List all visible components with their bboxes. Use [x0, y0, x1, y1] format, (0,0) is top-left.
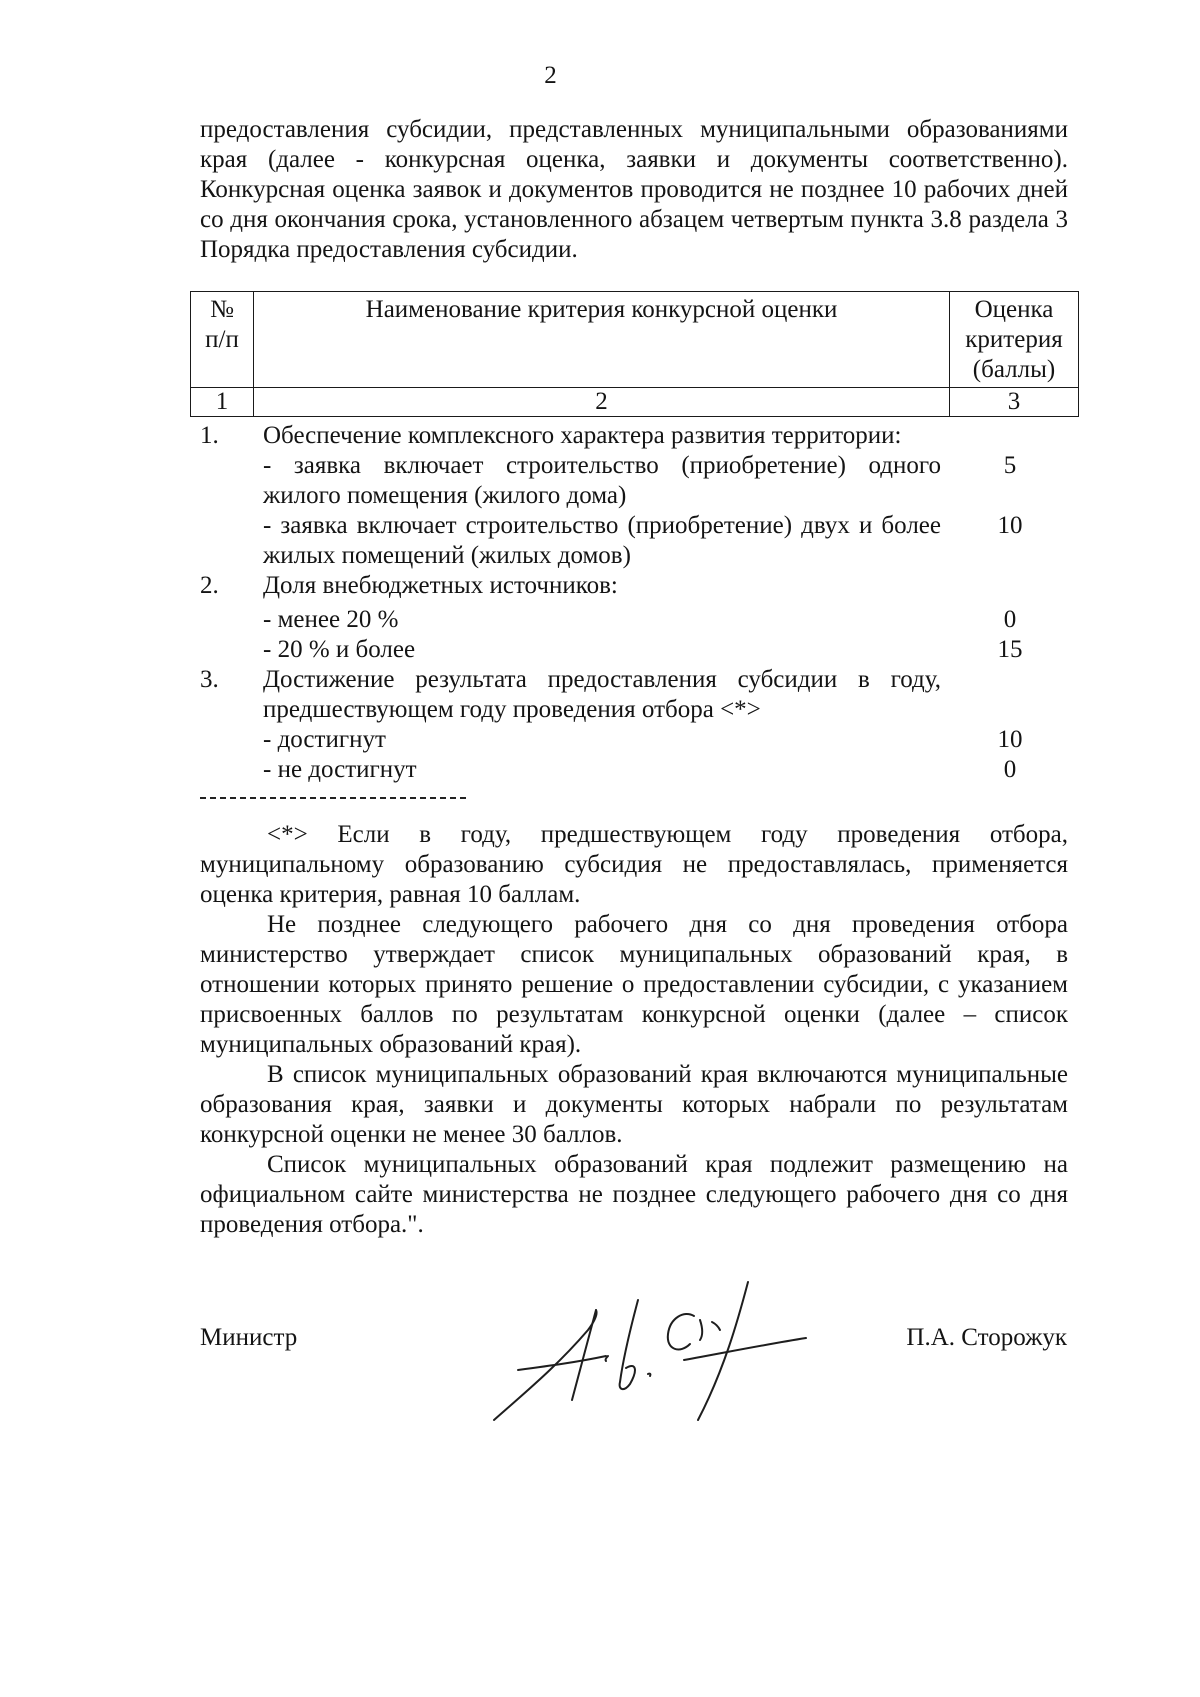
- criterion-option-row: [190, 755, 1079, 785]
- criterion-option-score: 0: [1003, 756, 1017, 783]
- handwritten-signature: [488, 1270, 818, 1430]
- criterion-option-text: - заявка включает строительство (приобретение) одного жилого помещения (жилого дома): [263, 452, 941, 509]
- criterion-option-row: [190, 605, 1079, 635]
- paragraph-inclusion: В список муниципальных образований края включаются муниципальные образования края, заявки и документы которых набрали по результатам конкурсной оценки не менее 30 баллов.: [200, 1061, 1068, 1148]
- criterion-option-text: - достигнут: [263, 726, 386, 753]
- header-score-line1: Оценка: [974, 296, 1054, 323]
- header-criterion-name: Наименование критерия конкурсной оценки: [254, 292, 950, 388]
- column-number-1: 1: [191, 388, 254, 417]
- paragraph-publication: Список муниципальных образований края подлежит размещению на официальном сайте министерства не позднее следующего рабочего дня со дня проведения отбора.".: [200, 1151, 1068, 1238]
- criterion-title: Обеспечение комплексного характера развития территории:: [263, 422, 902, 449]
- signatory-title: Министр: [200, 1324, 298, 1351]
- footnote-text: <*> Если в году, предшествующем году проведения отбора, муниципальному образованию субсидия не предоставлялась, применяется оценка критерия, равная 10 баллам.: [200, 821, 1068, 908]
- criterion-option-score: 0: [1003, 606, 1017, 633]
- paragraph-approval: Не позднее следующего рабочего дня со дня проведения отбора министерство утверждает список муниципальных образований края, в отношении которых принято решение о предоставлении субсидии, с указанием присвоенных баллов по результатам конкурсной оценки (далее – список муниципальных образований края).: [200, 911, 1068, 1058]
- criterion-option-text: - менее 20 %: [263, 606, 399, 633]
- criteria-table: [190, 291, 1079, 417]
- signatory-name: П.А. Сторожук: [906, 1324, 1067, 1351]
- criterion-row: [190, 421, 1079, 451]
- header-score-line3: (баллы): [972, 356, 1056, 383]
- criterion-option-row: [190, 511, 1079, 571]
- criterion-option-score: 10: [997, 726, 1023, 753]
- header-score-line2: критерия: [965, 326, 1063, 353]
- header-number-line1: №: [210, 296, 234, 323]
- criterion-row: [190, 571, 1079, 601]
- criterion-option-text: - 20 % и более: [263, 636, 416, 663]
- criterion-option-score: 15: [997, 636, 1023, 663]
- criterion-row: [190, 665, 1079, 725]
- criterion-option-score: 5: [1003, 452, 1017, 479]
- criterion-number: 3.: [200, 666, 219, 693]
- criterion-title: Достижение результата предоставления субсидии в году, предшествующем году проведения отбора <*>: [263, 666, 941, 723]
- column-number-3: 3: [950, 388, 1079, 417]
- header-number: [191, 292, 254, 388]
- criterion-option-text: - не достигнут: [263, 756, 417, 783]
- criterion-title: Доля внебюджетных источников:: [263, 572, 618, 599]
- column-number-row: [191, 388, 1079, 417]
- criterion-option-row: [190, 635, 1079, 665]
- column-number-2: 2: [254, 388, 950, 417]
- criterion-number: 1.: [200, 422, 219, 449]
- footnote-separator: [200, 797, 466, 799]
- page-number: 2: [544, 62, 557, 89]
- criterion-option-row: [190, 451, 1079, 511]
- criterion-option-text: - заявка включает строительство (приобретение) двух и более жилых помещений (жилых домов): [263, 512, 941, 569]
- header-score: [950, 292, 1079, 388]
- table-header-row: [191, 292, 1079, 388]
- criterion-option-score: 10: [997, 512, 1023, 539]
- header-number-line2: п/п: [205, 326, 239, 353]
- criterion-number: 2.: [200, 572, 219, 599]
- intro-paragraph: предоставления субсидии, представленных муниципальными образованиями края (далее - конкурсная оценка, заявки и документы соответственно). Конкурсная оценка заявок и документов проводится не позднее 10 рабочих дней со дня окончания срока, установленного абзацем четвертым пункта 3.8 раздела 3 Порядка предоставления субсидии.: [200, 116, 1068, 263]
- criterion-option-row: [190, 725, 1079, 755]
- criteria-list: [190, 421, 1079, 785]
